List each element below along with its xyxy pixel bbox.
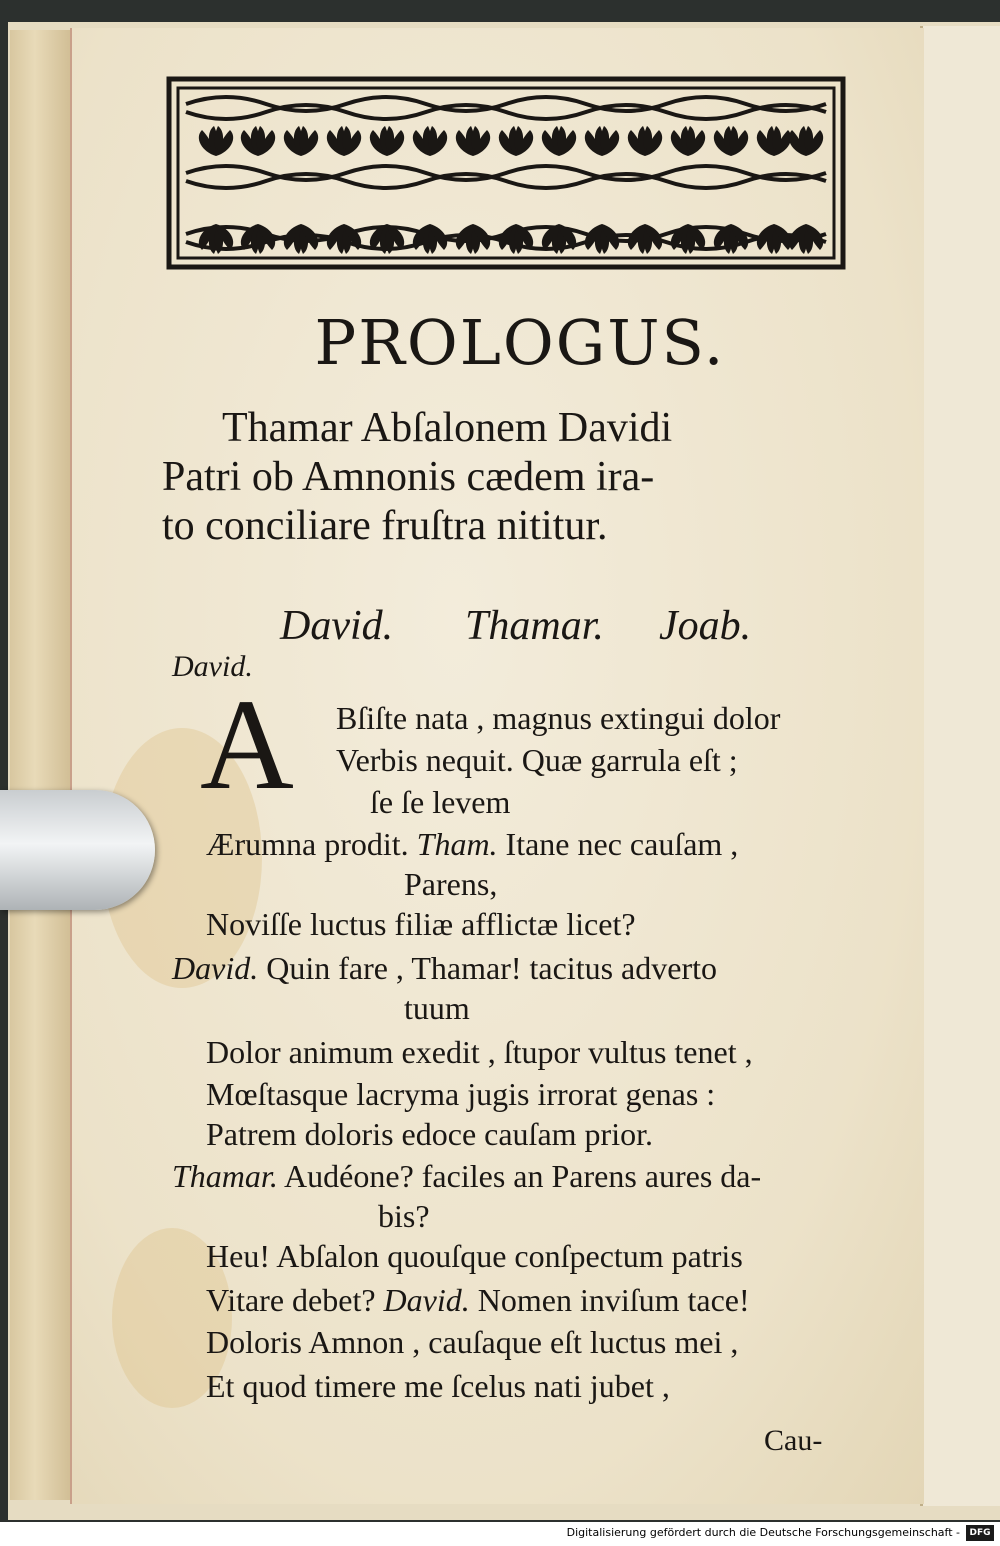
speaker-name: Tham. (416, 826, 498, 862)
verse-line: Noviſſe luctus filiæ afflictæ licet? (206, 906, 636, 942)
footer-bar (0, 1522, 1000, 1546)
dfg-logo: DFG (966, 1525, 994, 1541)
verse-line: Heu! Abſalon quouſque conſpectum patris (206, 1238, 743, 1274)
drop-cap-initial: A (200, 673, 294, 817)
persona: David. (280, 603, 394, 649)
argument-block (162, 404, 882, 551)
verse-line: Ærumna prodit. Tham. Itane nec cauſam , (206, 826, 739, 862)
catchword: Cau- (764, 1424, 823, 1457)
persona: Thamar. (465, 603, 604, 649)
speaker-name: David. (383, 1282, 470, 1318)
facing-page-edge (920, 26, 1000, 1506)
speaker-name: David. (172, 950, 259, 986)
verse-line: Vitare debet? David. Nomen inviſum tace! (206, 1282, 750, 1318)
speaker-heading: David. (172, 650, 253, 683)
verse-line: Bſiſte nata , magnus extingui dolor (336, 700, 781, 736)
verse-line: Verbis nequit. Quæ garrula eſt ; (336, 742, 738, 778)
page-title: PROLOGUS. (314, 306, 726, 379)
verse-line: David. Quin fare , Thamar! tacitus adverto (172, 950, 717, 986)
page-holder-clip (0, 790, 155, 910)
verse-line: Et quod timere me ſcelus nati jubet , (206, 1368, 670, 1404)
verse-line: Doloris Amnon , cauſaque eſt luctus mei , (206, 1324, 739, 1360)
verse-line: bis? (378, 1198, 430, 1234)
verse-line: ſe ſe levem (370, 784, 511, 820)
book-cover-edge (10, 30, 74, 1500)
verse-line: Dolor animum exedit , ſtupor vultus tenet , (206, 1034, 753, 1070)
speaker-name: Thamar. (172, 1158, 278, 1194)
verse-line: tuum (404, 990, 470, 1026)
verse-line: Patrem doloris edoce cauſam prior. (206, 1116, 653, 1152)
persona: Joab. (659, 603, 752, 649)
argument-line: Patri ob Amnonis cædem ira- (162, 454, 655, 500)
verse-line: Parens, (404, 866, 498, 902)
dramatis-personae (280, 602, 751, 650)
argument-line: to conciliare fruſtra nititur. (162, 503, 608, 549)
funding-notice: Digitalisierung gefördert durch die Deutsche Forschungsgemeinschaft - (566, 1526, 960, 1539)
ornamental-headpiece (166, 76, 846, 270)
verse-line: Mœſtasque lacryma jugis irrorat genas : (206, 1076, 716, 1112)
verse-line: Thamar. Audéone? faciles an Parens aures da- (172, 1158, 762, 1194)
argument-line: Thamar Abſalonem Davidi (222, 405, 673, 451)
